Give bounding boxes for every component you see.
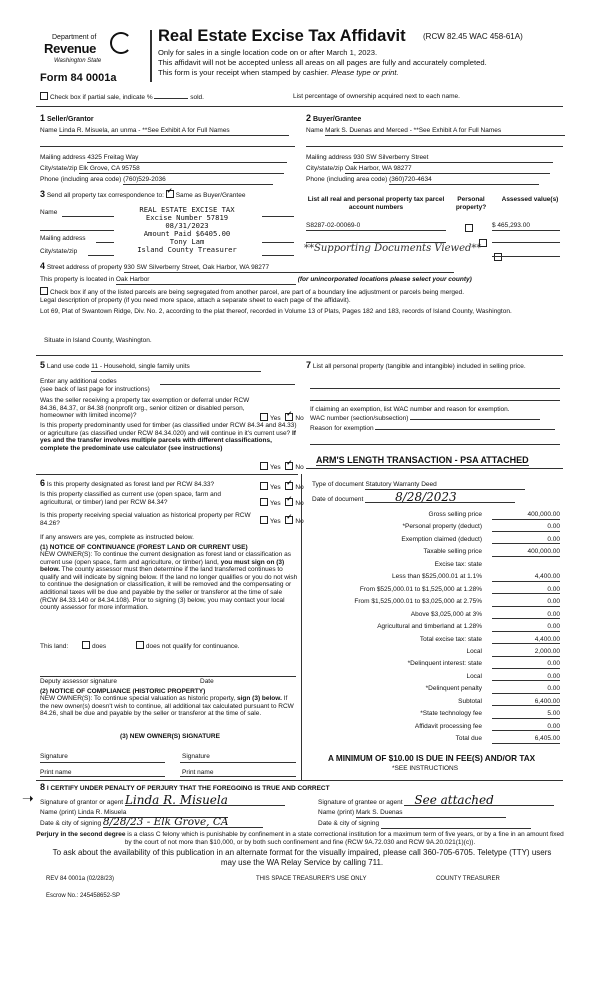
see-instructions: *SEE INSTRUCTIONS [392,765,459,772]
pct-note: List percentage of ownership acquired next to each name. [293,93,460,100]
notice1-body: NEW OWNER(S): To continue the current designation as forest land or classification as current use (open space, farm and agriculture, or timber) land, you must sign on (3) below. The county assessor must then determine if the land transferred continues to qualify and will indicate by signing below. If the land no longer qualifies or you do not wish to continue the designation or classification, it will be removed and the compensating or additional taxes will be due and payable by the seller or transferor at the time of sale (RCW 84.33.140 or 84.34.108). Prior to signing (3) below, you may contact your local county assessor for more information. [40,551,298,612]
personal-checkbox-3[interactable] [494,253,502,261]
seller-heading: 1 Seller/Grantor [40,113,94,123]
calc-value[interactable]: 0.00 [492,723,560,732]
assessed-head: Assessed value(s) [501,196,559,203]
grantee-signature[interactable]: See attached [404,797,554,806]
grantee-name-field[interactable]: Mark S. Duenas [356,809,506,818]
grantor-date-row: Date & city of signing 8/28/23 - Elk Grove, CA [40,819,263,828]
form-number: Form 84 0001a [40,72,117,84]
buyer-name-field[interactable]: Mark S. Duenas and Merced - **See Exhibit A for Full Names [325,127,565,136]
logo-emblem-icon [110,32,132,54]
calc-label: Total excise tax: state [419,635,482,643]
seller-name-field[interactable]: Linda R. Misuela, an unma - **See Exhibit A for Full Names [59,127,289,136]
seller-city-row: City/state/zip Elk Grove, CA 95758 [40,165,284,174]
doc-date-row: Date of document 8/28/2023 [312,494,515,504]
grantor-date-field[interactable]: 8/28/23 - Elk Grove, CA [103,819,263,828]
calc-value[interactable]: 4,400.00 [492,573,560,582]
grantee-sig-row: Signature of grantee or agent See attached [318,797,554,807]
does-not-checkbox[interactable] [136,641,144,649]
sec6-q3-yes[interactable] [260,516,268,524]
logo-dept: Department of [52,34,97,41]
segregate-checkbox[interactable] [40,287,48,295]
calc-label: Less than $525,000.01 at 1.1% [392,573,482,581]
buyer-heading: 2 Buyer/Grantee [306,113,362,123]
header-line-3b: Please type or print. [331,68,399,77]
notice3-head: (3) NEW OWNER(S) SIGNATURE [120,733,220,740]
alt-format-text: To ask about the availability of this publication in an alternate format for the visually impaired, please call 360-705-6705. Teletype (TTY) users may use the WA Relay Service by calling 711. [52,848,552,867]
sec3-city-label: City/state/zip [40,248,78,255]
calc-label: Local [466,672,482,680]
partial-sale-checkbox[interactable] [40,92,48,100]
rev-number: REV 84 0001a (02/28/23) [46,876,115,882]
personal-head: Personal property? [455,196,487,211]
calc-value[interactable]: 0.00 [492,536,560,545]
calc-label: Total due [455,735,482,743]
calc-label: From $1,525,000.01 to $3,025,000 at 2.75% [354,598,482,606]
escrow-row: Escrow No.: 245458652-SP [46,893,121,899]
owner-sig-label-1: Signature [40,753,68,760]
owner-sig-label-2: Signature [182,753,210,760]
grantor-sig-row: Signature of grantor or agent Linda R. Misuela [40,797,285,807]
parcel-head: List all real and personal property tax parcel account numbers [307,196,445,211]
sec6-q2: Is this property classified as current use (open space, farm and agricultural, or timber) land per RCW 84.34? [40,491,222,506]
calc-label: Subtotal [458,697,482,705]
sec6-q3: Is this property receiving special valuation as historical property per RCW 84.26? [40,512,251,527]
seller-mail-field[interactable]: 4325 Freitag Way [87,154,287,163]
calc-value[interactable]: 0.00 [492,598,560,607]
sec6-q3-answer: Yes ✓ No [260,516,304,526]
located-field[interactable]: Oak Harbor [116,276,296,285]
wac-label: WAC number (section/subsection) [310,415,540,423]
buyer-city-field[interactable]: Oak Harbor, WA 98277 [345,165,550,174]
seller-mail-row: Mailing address 4325 Freitag Way [40,154,287,163]
form-ref: (RCW 82.45 WAC 458-61A) [423,32,523,41]
sec4-street-row: 4 Street address of property 930 SW Silverberry Street, Oak Harbor, WA 98277 [40,263,454,273]
sec6-q1: 6 Is this property designated as forest land per RCW 84.33? [40,478,215,488]
calc-value[interactable]: 4,400.00 [492,636,560,645]
legal-description: Lot 69, Plat of Swantown Ridge, Div. No. 2, according to the plat thereof, recorded in Volume 13 of Plats, Pages 182 and 183, records of Island County, Washington. [40,308,512,315]
header-line-3a: This form is your receipt when stamped by cashier. [158,68,332,77]
sec6-q2-yes[interactable] [260,498,268,506]
calc-label: Above $3,025,000 at 3% [410,610,482,618]
seller-phone-row: Phone (including area code) (760)529-2036 [40,176,273,185]
q2-no-checkbox[interactable] [285,462,293,470]
calc-label: Affidavit processing fee [414,722,482,730]
buyer-name-row: Name Mark S. Duenas and Merced - **See Exhibit A for Full Names [306,127,565,136]
land-use-row: 5 Land use code 11 - Household, single family units [40,362,261,372]
q2-yes-checkbox[interactable] [260,462,268,470]
calc-value[interactable]: 0.00 [492,586,560,595]
stamp-line-3: 08/31/2023 [165,221,209,230]
owner-print-label-2: Print name [182,769,214,776]
seller-city-field[interactable]: Elk Grove, CA 95758 [79,165,284,174]
sec6-q3-no[interactable] [285,516,293,524]
stamp-line-1: REAL ESTATE EXCISE TAX [139,205,235,214]
sec3-mail-label: Mailing address [40,235,86,242]
grantee-date-field[interactable] [381,820,531,829]
situate-text: Situate in Island County, Washington. [44,337,152,344]
calc-value[interactable]: 0.00 [492,673,560,682]
partial-sale-row [40,92,204,102]
escrow-number: 245458652-SP [80,893,121,899]
header-line-2: This affidavit will not be accepted unless all areas on all pages are fully and accurately completed. [158,58,487,67]
calc-value[interactable]: 400,000.00 [492,511,560,520]
sec7-label: 7 List all personal property (tangible and intangible) included in selling price. [306,360,526,370]
grantor-name-field[interactable]: Linda R. Misuela [78,809,228,818]
sec3-heading: 3 Send all property tax correspondence to: ✓ Same as Buyer/Grantee [40,190,245,200]
land-use-field[interactable]: 11 - Household, single family units [91,363,261,372]
grantor-signature[interactable]: Linda R. Misuela [125,797,285,806]
calc-value[interactable]: 2,000.00 [492,648,560,657]
stamp-line-5: Tony Lam [169,237,205,246]
calc-value[interactable]: 6,405.00 [492,735,560,744]
buyer-city-row: City/state/zip Oak Harbor, WA 98277 [306,165,550,174]
arms-length-note: ARM'S LENGTH TRANSACTION - PSA ATTACHED [316,455,529,465]
doc-type-field[interactable]: Statutory Warranty Deed [365,481,525,490]
seller-phone-field[interactable]: (760)529-2036 [123,176,273,185]
calc-label: Gross selling price [428,511,482,518]
supporting-docs-stamp: **Supporting Documents Viewed** [304,243,482,254]
sec6-q2-no[interactable] [285,498,293,506]
logo-state: Washington State [54,58,102,64]
stamp-line-4: Amount Paid $6405.00 [143,229,231,238]
sec5-q2: Is this property predominantly used for timber (as classified under RCW 84.34 and 84.33) or agriculture (as classified under RCW 84.34.020) and will continue in it's current use? If yes and the transfer involves multiple parcels with different classifications, complete the predominate use calculator (see instructions) [40,422,297,452]
calc-label: Local [466,647,482,655]
sec5-q2-answer: Yes ✓ No [260,462,304,472]
parcel-field-1[interactable]: S8287-02-00069-0 [306,222,446,231]
partial-sale-label: Check box if partial sale, indicate % [50,94,153,101]
header-line-3 [158,68,399,77]
perjury-text: Perjury in the second degree is a class C felony which is punishable by confinement in a state correctional institution for a maximum term of five years, or by a fine in an amount fixed by the court of not more than $10,000, or by both such confinement and fine (RCW 9A.72.030 and RCW 9A.20.021(1)(c)). [36,831,564,846]
calc-label: *Delinquent interest: state [407,660,482,668]
grantor-name-row: Name (print) Linda R. Misuela [40,809,228,818]
calc-label: *Personal property (deduct) [402,523,482,531]
form-title: Real Estate Excise Tax Affidavit [158,27,406,45]
additional-codes-label: Enter any additional codes (see back of last page for instructions) [40,378,150,393]
sec5-q1: Was the seller receiving a property tax exemption or deferral under RCW 84.36, 84.37, or 84.38 (nonprofit org., senior citizen or disabled person, homeowner with limited income)? [40,397,250,420]
assessed-field-1[interactable]: $ 465,293.00 [492,222,560,231]
minimum-note: A MINIMUM OF $10.00 IS DUE IN FEE(S) AND/OR TAX [328,754,536,763]
dor-logo [32,28,142,72]
calc-value[interactable]: 0.00 [492,660,560,669]
deputy-label: Deputy assessor signature [40,678,117,685]
personal-checkbox-1[interactable] [465,224,473,232]
calc-label: *State technology fee [420,710,482,718]
county-treasurer: COUNTY TREASURER [436,876,500,882]
grantee-name-row: Name (print) Mark S. Duenas [318,809,506,818]
notice2-head: (2) NOTICE OF COMPLIANCE (HISTORIC PROPERTY) [40,688,206,695]
calc-label: From $525,000.01 to $1,525,000 at 1.28% [359,585,482,593]
doc-date-field[interactable]: 8/28/2023 [365,494,515,503]
reason-label: Reason for exemption [310,425,555,433]
doc-type-row: Type of document Statutory Warranty Deed [312,481,525,490]
q1-yes-checkbox[interactable] [260,413,268,421]
treasurer-space: THIS SPACE TREASURER'S USE ONLY [256,876,367,882]
arrow-mark-icon: ➝ [22,790,34,806]
calc-label: *Delinquent penalty [425,685,482,693]
buyer-phone-field[interactable]: (360)720-4634 [389,176,539,185]
treasurer-stamp [112,206,262,254]
calc-value[interactable]: 0.00 [492,611,560,620]
buyer-mail-row: Mailing address 930 SW Silverberry Street [306,154,553,163]
header-divider [150,30,152,82]
header-line-1: Only for sales in a single location code on or after March 1, 2023. [158,48,378,57]
logo-revenue: Revenue [44,41,97,56]
deputy-date-label: Date [200,678,214,685]
calc-label: Agricultural and timberland at 1.28% [377,623,482,631]
exempt-label: If claiming an exemption, list WAC number and reason for exemption. [310,406,510,413]
buyer-phone-row: Phone (including area code) (360)720-4634 [306,176,539,185]
calc-label: Taxable selling price [423,548,482,556]
same-as-buyer-checkbox[interactable] [166,190,174,198]
stamp-line-2: Excise Number 57819 [145,213,229,222]
segregate-row: Check box if any of the listed parcels are being segregated from another parcel, are part of a boundary line adjustment or parcels being merged. [40,287,565,297]
sec3-name-label: Name [40,209,58,216]
calc-value[interactable]: 400,000.00 [492,548,560,557]
sec4-located-row: This property is located in Oak Harbor (for unincorporated locations please select your county) [40,276,472,283]
calc-value[interactable]: 0.00 [492,685,560,694]
sec5-q1-answer: Yes ✓ No [260,413,304,423]
sec6-q1-no[interactable] [285,482,293,490]
buyer-mail-field[interactable]: 930 SW Silverberry Street [353,154,553,163]
partial-sold-label: sold. [190,94,204,101]
this-land-row: This land: does does not qualify for continuance. [40,643,240,650]
sec6-q1-answer: Yes ✓ No [260,482,304,492]
owner-print-label-1: Print name [40,769,72,776]
seller-name-row: Name Linda R. Misuela, an unma - **See Exhibit A for Full Names [40,127,295,136]
notice2-body: NEW OWNER(S): To continue special valuation as historic property, sign (3) below. If the new owner(s) doesn't wish to continue, all additional tax calculated pursuant to RCW 84.26, shall be due and payable by the seller or transferor at the time of sale. [40,695,294,718]
calc-label: Excise tax: state [434,560,482,568]
sec6-q2-answer: Yes ✓ No [260,498,304,508]
calc-value[interactable]: 0.00 [492,623,560,632]
calc-label: Exemption claimed (deduct) [401,535,482,543]
street-address-field[interactable]: 930 SW Silverberry Street, Oak Harbor, WA 98277 [124,264,454,273]
sec6-q1-yes[interactable] [260,482,268,490]
grantee-date-row: Date & city of signing [318,820,531,829]
does-checkbox[interactable] [82,641,90,649]
legal-label: Legal description of property (if you need more space, attach a separate sheet to each page of the affidavit). [40,297,351,304]
notice1-head: (1) NOTICE OF CONTINUANCE (FOREST LAND OR CURRENT USE) [40,544,248,551]
calc-value[interactable]: 0.00 [492,523,560,532]
certify-heading: 8 I CERTIFY UNDER PENALTY OF PERJURY THAT THE FOREGOING IS TRUE AND CORRECT [40,782,330,792]
if-yes-text: If any answers are yes, complete as instructed below. [40,534,194,541]
q1-no-checkbox[interactable] [285,413,293,421]
calc-value[interactable]: 5.00 [492,710,560,719]
stamp-line-6: Island County Treasurer [137,245,237,254]
calc-value[interactable]: 6,400.00 [492,698,560,707]
